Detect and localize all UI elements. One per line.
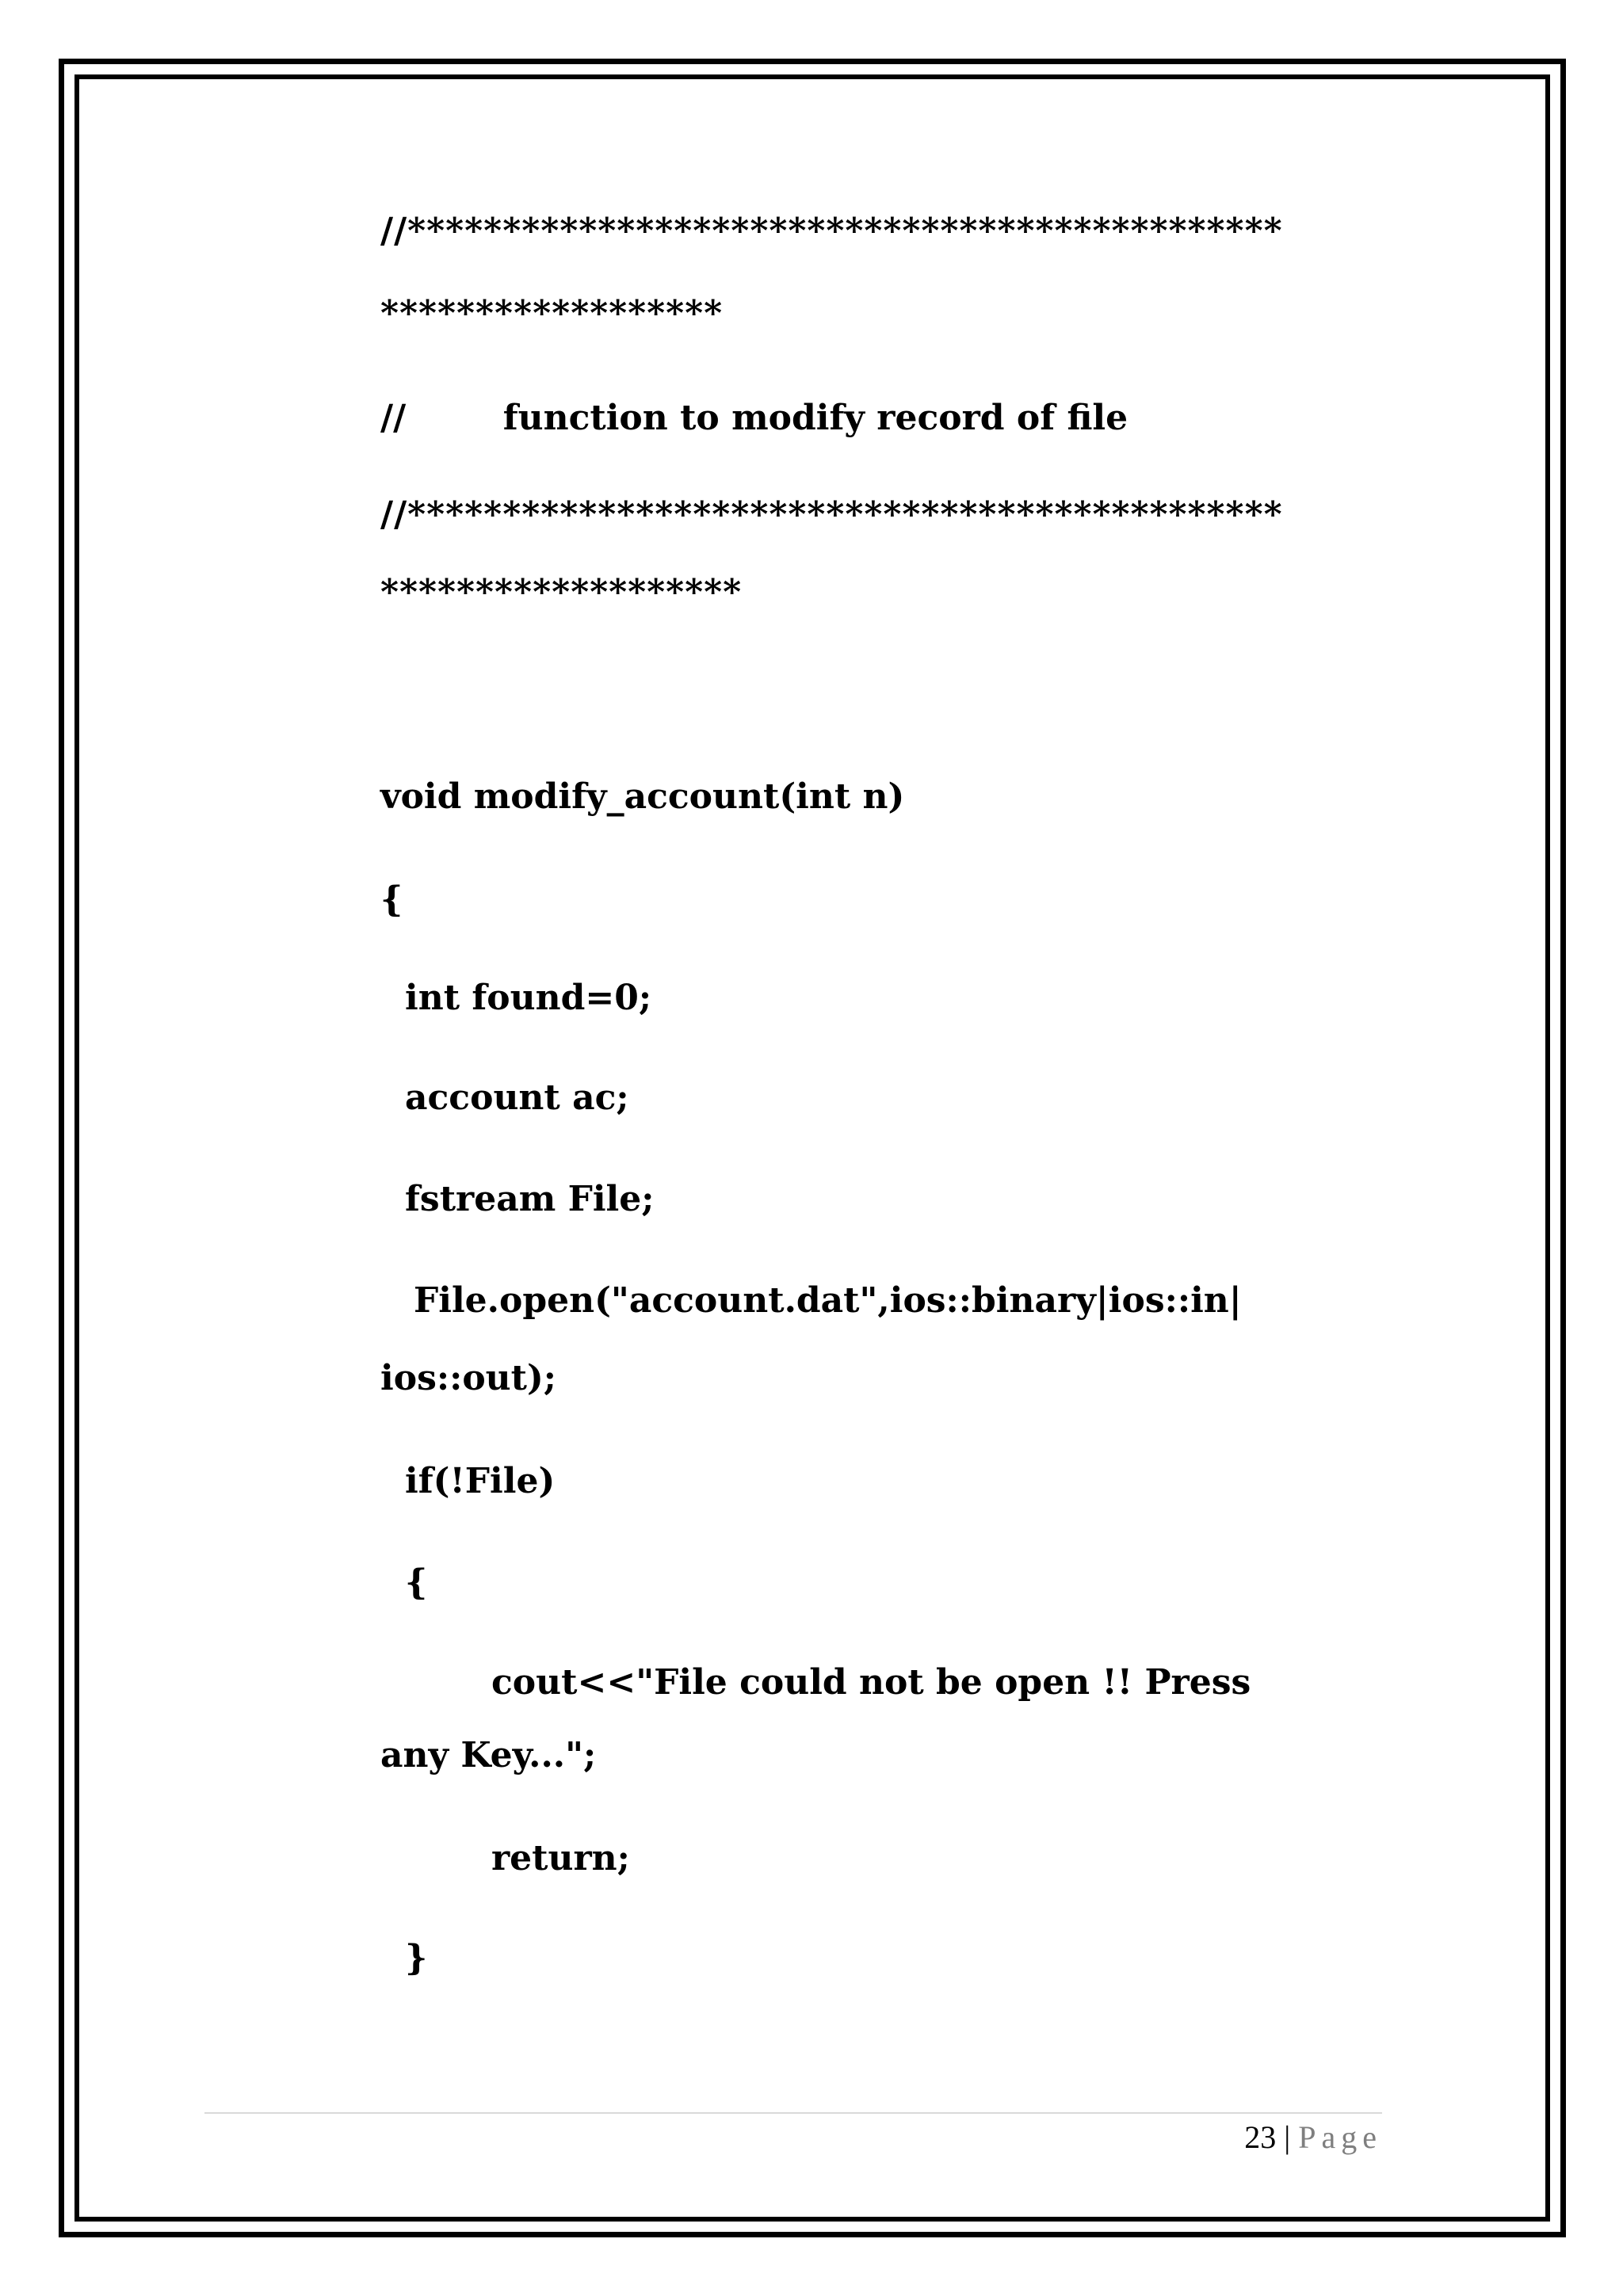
code-line-account-declaration: account ac;: [405, 1077, 629, 1118]
comment-divider-top: //**********************************************: [380, 211, 1283, 251]
comment-title: // function to modify record of file: [380, 398, 1128, 438]
page-footer: [1244, 2115, 1382, 2160]
code-line-cout-message-continued: any Key...";: [380, 1735, 597, 1775]
footer-rule: [204, 2112, 1382, 2114]
code-line-if-close-brace: }: [405, 1938, 428, 1978]
code-line-return: return;: [491, 1838, 630, 1878]
code-line-fstream-declaration: fstream File;: [405, 1179, 655, 1219]
code-line-if-open-brace: {: [405, 1562, 428, 1603]
code-line-file-open: File.open("account.dat",ios::binary|ios::in|: [414, 1280, 1242, 1321]
code-line-function-signature: void modify_account(int n): [380, 776, 905, 817]
page-separator: |: [1284, 2119, 1291, 2155]
code-line-found-declaration: int found=0;: [405, 978, 652, 1018]
comment-divider-top-continued: ******************: [380, 293, 724, 334]
code-line-file-open-continued: ios::out);: [380, 1358, 557, 1398]
page-number: 23: [1244, 2119, 1277, 2155]
comment-divider-bottom: //**********************************************: [380, 494, 1283, 535]
code-line-open-brace: {: [380, 879, 403, 920]
code-line-cout-message: cout<<"File could not be open !! Press: [491, 1662, 1251, 1703]
comment-divider-bottom-continued: *******************: [380, 572, 743, 612]
page-label: Page: [1298, 2119, 1382, 2155]
code-line-if-condition: if(!File): [405, 1461, 556, 1501]
